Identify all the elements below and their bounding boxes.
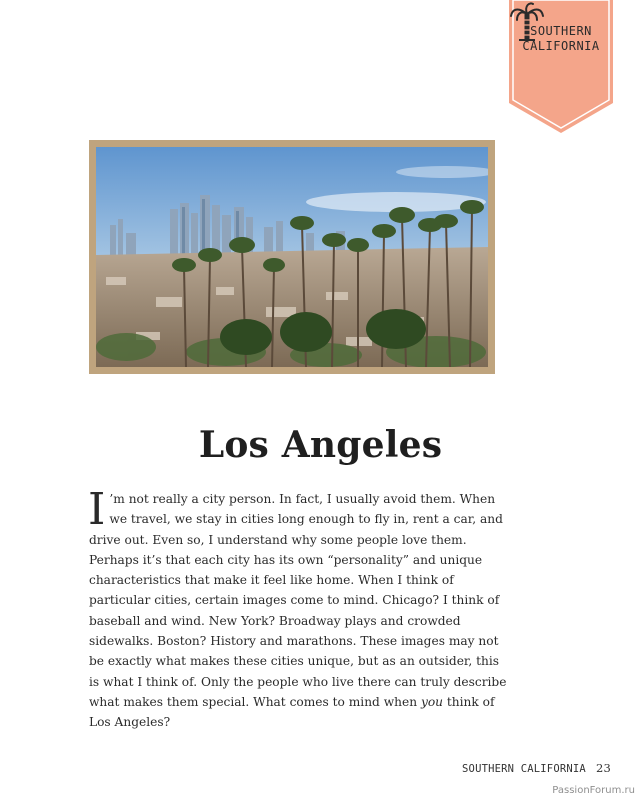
photo-frame bbox=[89, 140, 495, 374]
footer-section-name: SOUTHERN CALIFORNIA bbox=[462, 763, 586, 775]
drop-cap: I bbox=[88, 484, 106, 535]
la-skyline-palms-photo bbox=[96, 147, 488, 367]
body-emphasis: you bbox=[420, 694, 444, 709]
watermark: PassionForum.ru bbox=[552, 785, 635, 796]
page-number: 23 bbox=[595, 761, 611, 775]
section-tab-label: SOUTHERN CALIFORNIA bbox=[522, 24, 600, 53]
body-paragraph bbox=[88, 484, 509, 733]
page-footer bbox=[462, 761, 611, 775]
body-text-part-1: ’m not really a city person. In fact, I usually avoid them. When we travel, we stay in cities long enough to fly in, rent a car, and drive out. Even so, I understand why some people love them. Perhaps it’s that each city has its own “personality” and unique characteristics that make it feel like home. When I think of particular cities, certain images come to mind. Chicago? I think of baseball and wind. New York? Broadway plays and crowded sidewalks. Boston? History and marathons. These images may not be exactly what makes these cities unique, but as an outsider, this is what I think of. Only the people who live there can truly describe what makes them special. What comes to mind when bbox=[89, 492, 507, 709]
palm-tree-icon bbox=[509, 0, 545, 42]
body-text-part-2: think of Los Angeles? bbox=[89, 694, 495, 730]
page-title: Los Angeles bbox=[198, 424, 443, 466]
section-tab bbox=[509, 0, 613, 133]
